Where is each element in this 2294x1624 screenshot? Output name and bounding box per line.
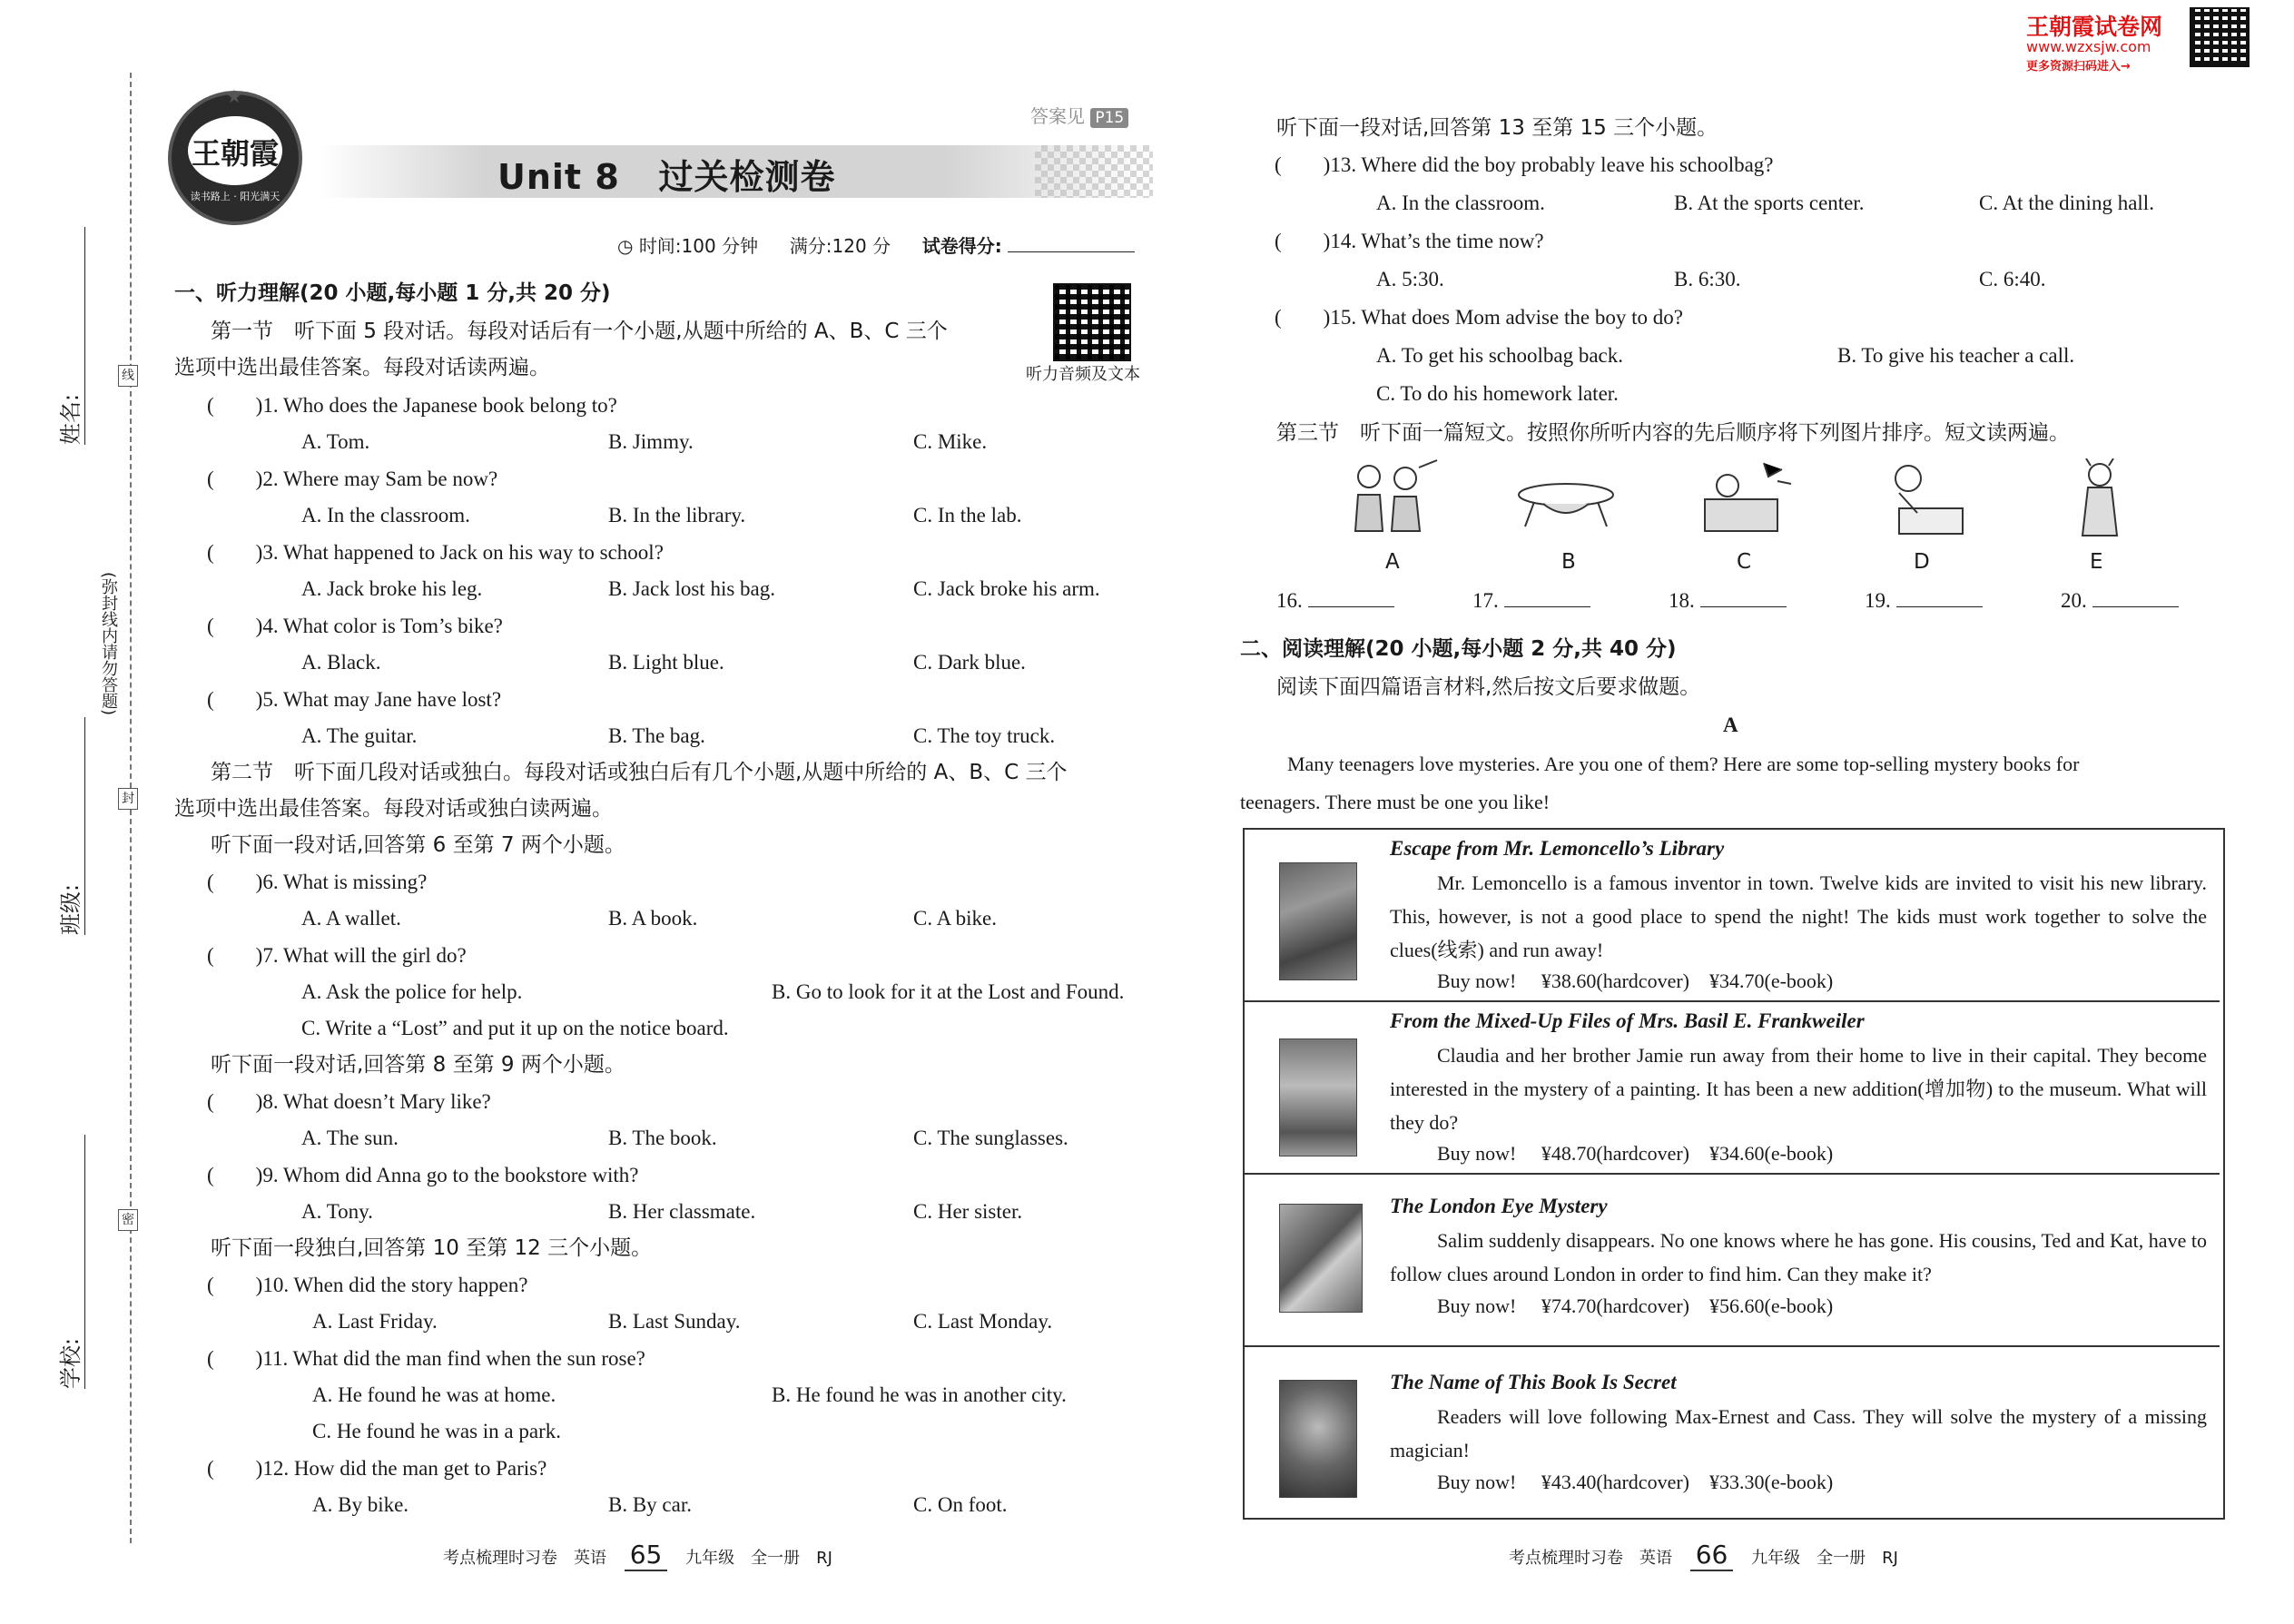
- book-text-2: Claudia and her brother Jamie run away from their home to live in their capital. They become interested in the mystery of a painting. It has been a new addition(增加物) to the museum. What will they do?: [1390, 1044, 2207, 1134]
- q15-option-a[interactable]: A. To get his schoolbag back.: [1376, 344, 1624, 367]
- title-banner-checker: [1035, 145, 1153, 198]
- paper-score-field[interactable]: [1008, 235, 1135, 252]
- q7-option-a[interactable]: A. Ask the police for help.: [301, 980, 523, 1003]
- picture-b: [1516, 468, 1616, 531]
- book-row-1: [1245, 828, 2220, 1000]
- q2-option-a[interactable]: A. In the classroom.: [301, 504, 470, 527]
- book-text-4: Readers will love following Max-Ernest and Cass. They will solve the mystery of a missing magician!: [1390, 1405, 2207, 1462]
- blank-label-18: 18.: [1669, 589, 1695, 612]
- q2-option-c[interactable]: C. In the lab.: [913, 504, 1022, 527]
- q13-option-c[interactable]: C. At the dining hall.: [1979, 192, 2154, 214]
- q8-option-b[interactable]: B. The book.: [608, 1127, 717, 1149]
- book-cover-4: [1279, 1380, 1357, 1498]
- book-title-1: Escape from Mr. Lemoncello’s Library: [1390, 837, 1725, 860]
- q14-option-a[interactable]: A. 5:30.: [1376, 268, 1444, 290]
- qr-caption: 听力音频及文本: [1026, 365, 1140, 384]
- book-row-2: [1245, 1000, 2220, 1175]
- book-row-3: [1245, 1173, 2220, 1347]
- book-title-2: From the Mixed-Up Files of Mrs. Basil E. Frankweiler: [1390, 1009, 1865, 1032]
- book-cover-3: [1279, 1204, 1363, 1313]
- answer-blank-19[interactable]: [1865, 586, 1983, 615]
- q3-option-c[interactable]: C. Jack broke his arm.: [913, 577, 1100, 600]
- question-14: ( )14. What’s the time now?: [1275, 230, 1544, 252]
- answer-blank-16[interactable]: [1276, 586, 1394, 615]
- q10-option-a[interactable]: A. Last Friday.: [312, 1310, 438, 1333]
- q14-option-c[interactable]: C. 6:40.: [1979, 268, 2046, 290]
- q11-option-b[interactable]: B. He found he was in another city.: [772, 1383, 1067, 1406]
- seal-mark-xian: 线: [118, 365, 138, 387]
- book-cover-2: [1279, 1038, 1357, 1156]
- site-qr-icon[interactable]: [2190, 7, 2250, 67]
- answer-blank-20[interactable]: [2061, 586, 2179, 615]
- sec2-instruction-2: 选项中选出最佳答案。每段对话或独白读两遍。: [174, 797, 613, 821]
- answer-reference: [1030, 102, 1128, 128]
- book-price-3[interactable]: Buy now! ¥74.70(hardcover) ¥56.60(e-book): [1437, 1294, 1834, 1317]
- site-url[interactable]: www.wzxsjw.com: [2026, 38, 2151, 55]
- q8-option-a[interactable]: A. The sun.: [301, 1127, 399, 1149]
- q15-option-b[interactable]: B. To give his teacher a call.: [1837, 344, 2075, 367]
- sec1-instruction-2: 选项中选出最佳答案。每段对话读两遍。: [174, 356, 550, 379]
- qr-code-icon[interactable]: [1053, 283, 1131, 361]
- blank-line-17[interactable]: [1504, 586, 1590, 607]
- q3-option-a[interactable]: A. Jack broke his leg.: [301, 577, 483, 600]
- answer-blank-17[interactable]: [1472, 586, 1590, 615]
- q8-option-c[interactable]: C. The sunglasses.: [913, 1127, 1068, 1149]
- question-5: ( )5. What may Jane have lost?: [207, 688, 502, 711]
- question-1: ( )1. Who does the Japanese book belong to?: [207, 394, 617, 417]
- q5-option-b[interactable]: B. The bag.: [608, 724, 705, 747]
- logo-badge: [168, 87, 302, 225]
- site-name[interactable]: 王朝霞试卷网: [2026, 14, 2163, 40]
- blank-label-20: 20.: [2061, 589, 2087, 612]
- sec2-instruction-1: 第二节 听下面几段对话或独白。每段对话或独白后有几个小题,从题中所给的 A、B、C 三个: [211, 761, 1068, 784]
- q12-option-c[interactable]: C. On foot.: [913, 1493, 1008, 1516]
- q9-option-a[interactable]: A. Tony.: [301, 1200, 373, 1223]
- q4-option-c[interactable]: C. Dark blue.: [913, 651, 1026, 674]
- blank-line-19[interactable]: [1896, 586, 1983, 607]
- q10-option-b[interactable]: B. Last Sunday.: [608, 1310, 741, 1333]
- picture-c: [1696, 458, 1796, 540]
- class-label: 班级:: [58, 883, 84, 935]
- blank-label-17: 17.: [1472, 589, 1499, 612]
- picture-label-d: D: [1914, 550, 1930, 574]
- full-score-label: 满分:120 分: [789, 235, 891, 257]
- question-15: ( )15. What does Mom advise the boy to do?: [1275, 306, 1683, 329]
- blank-label-16: 16.: [1276, 589, 1303, 612]
- blank-line-18[interactable]: [1700, 586, 1787, 607]
- star-icon: ★: [226, 87, 242, 107]
- q5-option-c[interactable]: C. The toy truck.: [913, 724, 1056, 747]
- picture-label-b: B: [1561, 550, 1576, 574]
- answer-blank-18[interactable]: [1669, 586, 1787, 615]
- listening-heading: 一、听力理解(20 小题,每小题 1 分,共 20 分): [174, 281, 611, 305]
- q12-option-a[interactable]: A. By bike.: [312, 1493, 409, 1516]
- picture-label-a: A: [1385, 550, 1400, 574]
- q7-option-b[interactable]: B. Go to look for it at the Lost and Found.: [772, 980, 1125, 1003]
- sec3-instruction: 第三节 听下面一篇短文。按照你所听内容的先后顺序将下列图片排序。短文读两遍。: [1276, 421, 2070, 445]
- intro-q8-9: 听下面一段对话,回答第 8 至第 9 两个小题。: [211, 1053, 625, 1077]
- clock-icon: ◷: [617, 235, 634, 257]
- blank-label-19: 19.: [1865, 589, 1891, 612]
- answer-ref-text: 答案见: [1030, 105, 1085, 127]
- book-text-3: Salim suddenly disappears. No one knows where he has gone. His cousins, Ted and Kat, have to follow clues around London in order to find him. Can they make it?: [1390, 1229, 2207, 1285]
- student-name-label: 姓名:: [58, 393, 84, 445]
- q15-option-c[interactable]: C. To do his homework later.: [1376, 382, 1619, 405]
- passage-intro-2: teenagers. There must be one you like!: [1240, 791, 1551, 813]
- book-row-4: [1245, 1345, 2220, 1518]
- site-tip: 更多资源扫码进入→: [2026, 60, 2131, 74]
- class-field[interactable]: [84, 717, 85, 935]
- q1-option-c[interactable]: C. Mike.: [913, 430, 988, 453]
- picture-label-c: C: [1737, 550, 1752, 574]
- picture-d: [1872, 458, 1972, 540]
- question-3: ( )3. What happened to Jack on his way to school?: [207, 541, 664, 564]
- footer-right: [1509, 1540, 1898, 1570]
- q6-option-a[interactable]: A. A wallet.: [301, 907, 401, 930]
- paper-score-label: 试卷得分:: [921, 235, 1002, 257]
- q7-option-c[interactable]: C. Write a “Lost” and put it up on the notice board.: [301, 1017, 729, 1039]
- q5-option-a[interactable]: A. The guitar.: [301, 724, 418, 747]
- question-12: ( )12. How did the man get to Paris?: [207, 1457, 547, 1480]
- question-7: ( )7. What will the girl do?: [207, 944, 467, 967]
- question-4: ( )4. What color is Tom’s bike?: [207, 615, 503, 637]
- passage-intro-1: Many teenagers love mysteries. Are you one of them? Here are some top-selling mystery books for: [1287, 753, 2080, 775]
- book-title-4: The Name of This Book Is Secret: [1390, 1371, 1677, 1393]
- blank-line-20[interactable]: [2092, 586, 2179, 607]
- book-title-3: The London Eye Mystery: [1390, 1195, 1608, 1217]
- student-name-field[interactable]: [84, 227, 85, 445]
- book-cover-1: [1279, 862, 1357, 980]
- page-number-right: 66: [1690, 1540, 1734, 1571]
- q2-option-b[interactable]: B. In the library.: [608, 504, 746, 527]
- question-6: ( )6. What is missing?: [207, 871, 428, 893]
- logo-text: 王朝霞: [191, 136, 279, 171]
- question-8: ( )8. What doesn’t Mary like?: [207, 1090, 491, 1113]
- q11-option-a[interactable]: A. He found he was at home.: [312, 1383, 556, 1406]
- question-10: ( )10. When did the story happen?: [207, 1274, 528, 1296]
- intro-q13-15: 听下面一段对话,回答第 13 至第 15 三个小题。: [1276, 116, 1718, 140]
- book-price-4[interactable]: Buy now! ¥43.40(hardcover) ¥33.30(e-book): [1437, 1471, 1834, 1493]
- footer-right-book: 考点梳理时习卷 英语: [1509, 1549, 1672, 1568]
- q6-option-b[interactable]: B. A book.: [608, 907, 698, 930]
- q12-option-b[interactable]: B. By car.: [608, 1493, 692, 1516]
- q4-option-a[interactable]: A. Black.: [301, 651, 381, 674]
- q4-option-b[interactable]: B. Light blue.: [608, 651, 724, 674]
- book-price-2[interactable]: Buy now! ¥48.70(hardcover) ¥34.60(e-book): [1437, 1142, 1834, 1165]
- school-label: 学校:: [58, 1337, 84, 1389]
- footer-right-grade: 九年级 全一册 RJ: [1751, 1549, 1898, 1568]
- q13-option-a[interactable]: A. In the classroom.: [1376, 192, 1545, 214]
- sec1-instruction-1: 第一节 听下面 5 段对话。每段对话后有一个小题,从题中所给的 A、B、C 三个: [211, 320, 948, 343]
- intro-q6-7: 听下面一段对话,回答第 6 至第 7 两个小题。: [211, 833, 625, 857]
- question-9: ( )9. Whom did Anna go to the bookstore with?: [207, 1164, 639, 1186]
- picture-a: [1342, 458, 1442, 540]
- book-text-1: Mr. Lemoncello is a famous inventor in town. Twelve kids are invited to visit his new library. This, however, is not a good place to spend the night! The kids must work together to solve the clues(线索) and run away!: [1390, 871, 2207, 961]
- q6-option-c[interactable]: C. A bike.: [913, 907, 998, 930]
- page-title: Unit 8 过关检测卷: [497, 157, 836, 197]
- reading-instruction: 阅读下面四篇语言材料,然后按文后要求做题。: [1276, 675, 1701, 699]
- q9-option-c[interactable]: C. Her sister.: [913, 1200, 1023, 1223]
- intro-q10-12: 听下面一段独白,回答第 10 至第 12 三个小题。: [211, 1236, 653, 1260]
- page-number-left: 65: [625, 1540, 668, 1571]
- q13-option-b[interactable]: B. At the sports center.: [1674, 192, 1865, 214]
- seal-mark-mi: 密: [118, 1209, 138, 1231]
- seal-note: (弥封线内请勿答题): [99, 572, 118, 716]
- q10-option-c[interactable]: C. Last Monday.: [913, 1310, 1053, 1333]
- question-11: ( )11. What did the man find when the sun rose?: [207, 1347, 645, 1370]
- passage-label-a: A: [1723, 714, 1738, 736]
- reading-heading: 二、阅读理解(20 小题,每小题 2 分,共 40 分): [1240, 637, 1677, 661]
- book-price-1[interactable]: Buy now! ¥38.60(hardcover) ¥34.70(e-book): [1437, 969, 1834, 992]
- q11-option-c[interactable]: C. He found he was in a park.: [312, 1420, 562, 1442]
- footer-left-book: 考点梳理时习卷 英语: [443, 1549, 606, 1568]
- picture-e: [2068, 458, 2132, 540]
- q14-option-b[interactable]: B. 6:30.: [1674, 268, 1741, 290]
- logo-subtext: 读书路上 · 阳光满天: [190, 191, 281, 202]
- question-13: ( )13. Where did the boy probably leave his schoolbag?: [1275, 153, 1774, 176]
- footer-left-grade: 九年级 全一册 RJ: [685, 1549, 832, 1568]
- q1-option-b[interactable]: B. Jimmy.: [608, 430, 694, 453]
- question-2: ( )2. Where may Sam be now?: [207, 468, 498, 490]
- picture-label-e: E: [2090, 550, 2103, 574]
- time-label: 时间:100 分钟: [638, 235, 759, 257]
- school-field[interactable]: [84, 1135, 85, 1389]
- answer-page-badge: P15: [1090, 108, 1128, 128]
- exam-meta: [617, 231, 1135, 258]
- q1-option-a[interactable]: A. Tom.: [301, 430, 370, 453]
- seal-mark-feng: 封: [118, 788, 138, 810]
- q3-option-b[interactable]: B. Jack lost his bag.: [608, 577, 775, 600]
- blank-line-16[interactable]: [1308, 586, 1394, 607]
- q9-option-b[interactable]: B. Her classmate.: [608, 1200, 756, 1223]
- footer-left: [443, 1540, 832, 1570]
